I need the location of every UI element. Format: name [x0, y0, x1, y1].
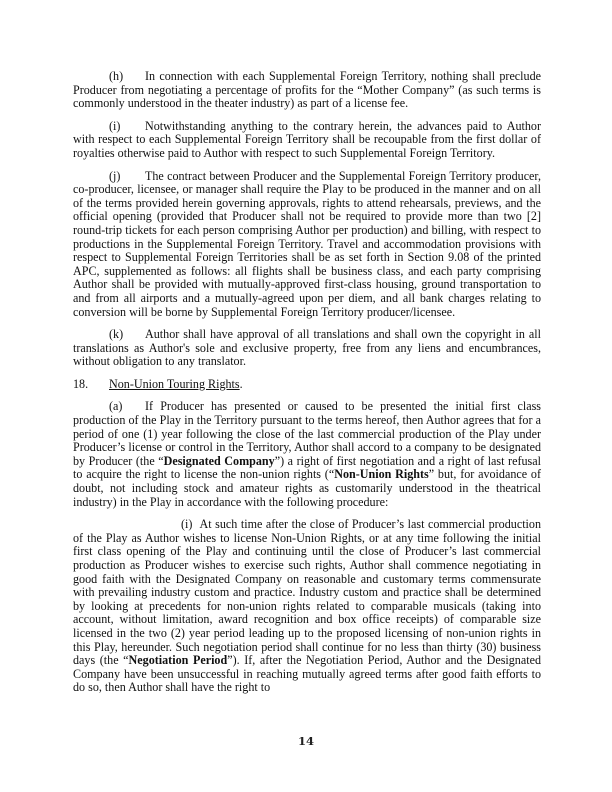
paragraph-label: (j)	[109, 168, 121, 183]
paragraph-h	[73, 70, 541, 111]
defined-term-designated-company: Designated Company	[163, 453, 275, 468]
paragraph-text: In connection with each Supplemental Foreign Territory, nothing shall preclude Producer from negotiating a percentage of profits for the “Mother Company” (as such terms is commonly understood in the theater industry) as part of a license fee.	[73, 69, 541, 111]
section-number: 18.	[73, 376, 89, 391]
paragraph-text: Author shall have approval of all translations and shall own the copyright in all translations as Author's sole and exclusive property, free from any liens and encumbrances, without obligation to any translator.	[73, 327, 541, 369]
defined-term-negotiation-period: Negotiation Period	[128, 653, 228, 668]
paragraph-text: At such time after the close of Producer’s last commercial production of the Play as Author wishes to license Non-Union Rights, or at any time following the initial first class opening of the Play and continuing until the close of Producer’s last commercial production as Producer wishes to exercise such rights, Author shall commence negotiating in good faith with the Designated Company on reasonable and customary terms commensurate with prevailing industry custom and practice. Industry custom and practice shall be determined by looking at precedents for non-union rights related to comparable musicals (taking into account, without limitation, award recognition and box office receipts) of comparable size licensed in the two (2) year period leading up to the proposed licensing of non-union rights in this Play, hereunder. Such negotiation period shall continue for no less than thirty (30) business days (the “	[73, 517, 542, 668]
paragraph-text: ”). If, after the Negotiation Period, Author and the Designated Company have been unsuccessful in reaching mutually agreed terms after good faith efforts to do so, then Author shall have the right to	[73, 653, 541, 695]
paragraph-18a-i	[73, 518, 541, 695]
paragraph-label: (h)	[109, 69, 124, 83]
section-title-suffix: .	[239, 376, 243, 391]
paragraph-k	[73, 328, 541, 369]
paragraph-text: ” but, for avoidance of doubt, not including stock and amateur rights as customarily understood in the theatrical industry) in the Play in accordance with the following procedure:	[73, 467, 541, 509]
paragraph-label: (i)	[181, 517, 193, 532]
paragraph-label: (i)	[109, 118, 121, 133]
paragraph-label: (k)	[109, 327, 124, 342]
paragraph-18a	[73, 400, 541, 509]
paragraph-i	[73, 120, 541, 161]
paragraph-text: ”) a right of first negotiation and a right of last refusal to acquire the right to license the non-union rights (“	[73, 453, 541, 482]
defined-term-non-union-rights: Non-Union Rights	[334, 467, 429, 482]
section-heading	[73, 378, 541, 392]
paragraph-text: The contract between Producer and the Supplemental Foreign Territory producer, co-producer, licensee, or manager shall require the Play to be produced in the manner and on all of the terms provided herein governing approvals, rights to attend rehearsals, previews, and the official opening (provided that Producer shall not be required to provide more than two [2] round-trip tickets for each person comprising Author per production) and billing, with respect to productions in the Supplemental Foreign Territory. Travel and accommodation provisions with respect to Supplemental Foreign Territories shall be as set forth in Section 9.08 of the printed APC, supplemented as follows: all flights shall be business class, and each party comprising Author shall be provided with mutually-approved first-class housing, ground transportation to and from all airports and a mutually-agreed upon per diem, and all bank charges relating to conversion will be borne by Supplemental Foreign Territory producer/licensee.	[73, 168, 541, 319]
document-page	[73, 70, 541, 704]
paragraph-text: Notwithstanding anything to the contrary herein, the advances paid to Author with respect to each Supplemental Foreign Territory shall be recoupable from the first dollar of royalties otherwise paid to Author with respect to such Supplemental Foreign Territory.	[73, 118, 541, 160]
paragraph-label: (a)	[109, 399, 123, 414]
section-title: Non-Union Touring Rights	[109, 376, 240, 391]
paragraph-j	[73, 170, 541, 320]
page-number: 14	[297, 734, 314, 748]
paragraph-text: If Producer has presented or caused to be presented the initial first class production of the Play in the Territory pursuant to the terms hereof, then Author agrees that for a period of one (1) year following the close of the last commercial production of the Play under Producer’s license or control in the Territory, Author shall accord to a company to be designated by Producer (the “	[73, 399, 541, 468]
